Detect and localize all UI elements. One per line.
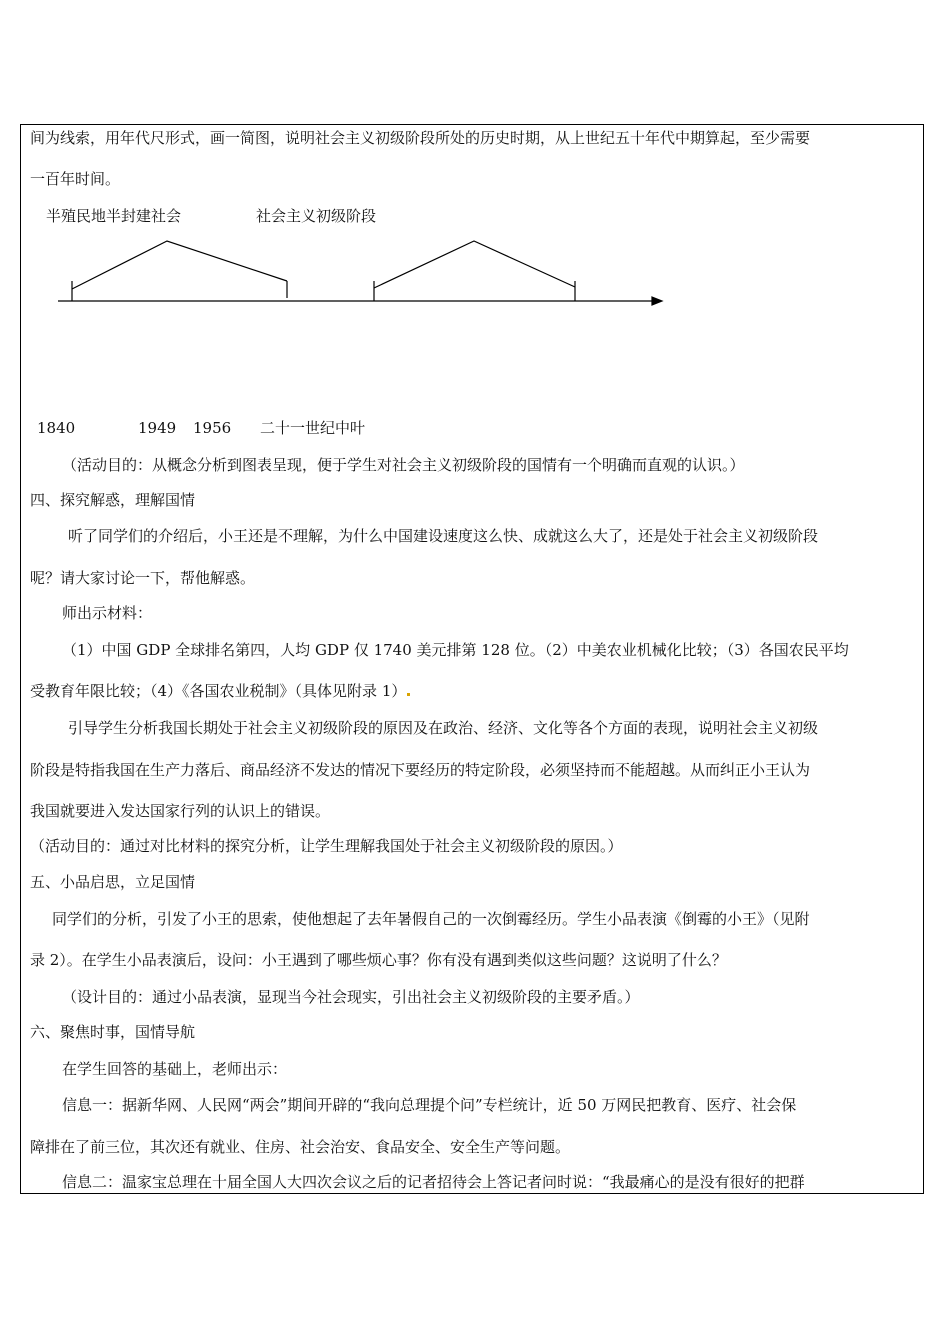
paragraph-line: （1）中国 GDP 全球排名第四，人均 GDP 仅 1740 美元排第 128 位。（2）中美农业机械化比较；（3）各国农民平均	[62, 641, 849, 659]
paragraph-line: 在学生回答的基础上，老师出示：	[62, 1060, 288, 1078]
design-purpose-3: （设计目的：通过小品表演，显现当今社会现实，引出社会主义初级阶段的主要矛盾。）	[62, 988, 640, 1006]
diagram-label-right: 社会主义初级阶段	[256, 207, 377, 225]
paragraph-line: 引导学生分析我国长期处于社会主义初级阶段的原因及在政治、经济、文化等各个方面的表现，说明社会主义初级	[68, 719, 819, 737]
paragraph-line: 我国就要进入发达国家行列的认识上的错误。	[30, 802, 331, 820]
timeline-diagram	[0, 0, 950, 400]
paragraph-line: 录 2）。在学生小品表演后，设问：小王遇到了哪些烦心事？你有没有遇到类似这些问题？这说明了什么？	[30, 951, 727, 969]
year-label-mid21: 二十一世纪中叶	[260, 419, 366, 437]
paragraph-line: 听了同学们的介绍后，小王还是不理解，为什么中国建设速度这么快、成就这么大了，还是处于社会主义初级阶段	[68, 527, 819, 545]
activity-purpose-1: （活动目的：从概念分析到图表呈现，便于学生对社会主义初级阶段的国情有一个明确而直观的认识。）	[62, 456, 745, 474]
text-line: 一百年时间。	[30, 170, 121, 188]
bracket-right	[374, 241, 575, 288]
year-label-1840: 1840	[37, 419, 76, 437]
section-heading-6: 六、聚焦时事，国情导航	[30, 1023, 196, 1041]
diagram-label-left: 半殖民地半封建社会	[46, 207, 182, 225]
paragraph-line: 受教育年限比较；（4）《各国农业税制》（具体见附录 1）	[30, 681, 411, 701]
paragraph-line: 阶段是特指我国在生产力落后、商品经济不发达的情况下要经历的特定阶段，必须坚持而不能超越。从而纠正小王认为	[30, 761, 811, 779]
paragraph-line: 同学们的分析，引发了小王的思索，使他想起了去年暑假自己的一次倒霉经历。学生小品表演《倒霉的小王》（见附	[52, 910, 810, 928]
text-line: 间为线索，用年代尺形式，画一简图，说明社会主义初级阶段所处的历史时期，从上世纪五十年代中期算起，至少需要	[30, 129, 811, 147]
section-heading-5: 五、小品启思，立足国情	[30, 873, 196, 891]
bracket-left	[72, 241, 287, 289]
activity-purpose-2: （活动目的：通过对比材料的探究分析，让学生理解我国处于社会主义初级阶段的原因。）	[30, 837, 623, 855]
paragraph-line: 信息一：据新华网、人民网“两会”期间开辟的“我向总理提个问”专栏统计，近 50 万网民把教育、医疗、社会保	[62, 1096, 797, 1114]
paragraph-line: 师出示材料：	[62, 604, 153, 622]
arrow-head-icon	[652, 297, 662, 305]
paragraph-line: 信息二：温家宝总理在十届全国人大四次会议之后的记者招待会上答记者问时说：“我最痛心的是没有很好的把群	[62, 1173, 805, 1191]
year-label-1949: 1949	[138, 419, 177, 437]
section-heading-4: 四、探究解惑，理解国情	[30, 491, 196, 509]
paragraph-line: 障排在了前三位，其次还有就业、住房、社会治安、食品安全、安全生产等问题。	[30, 1138, 571, 1156]
year-label-1956: 1956	[193, 419, 232, 437]
paragraph-line: 呢？请大家讨论一下，帮他解惑。	[30, 569, 256, 587]
mark-dot	[407, 693, 410, 696]
